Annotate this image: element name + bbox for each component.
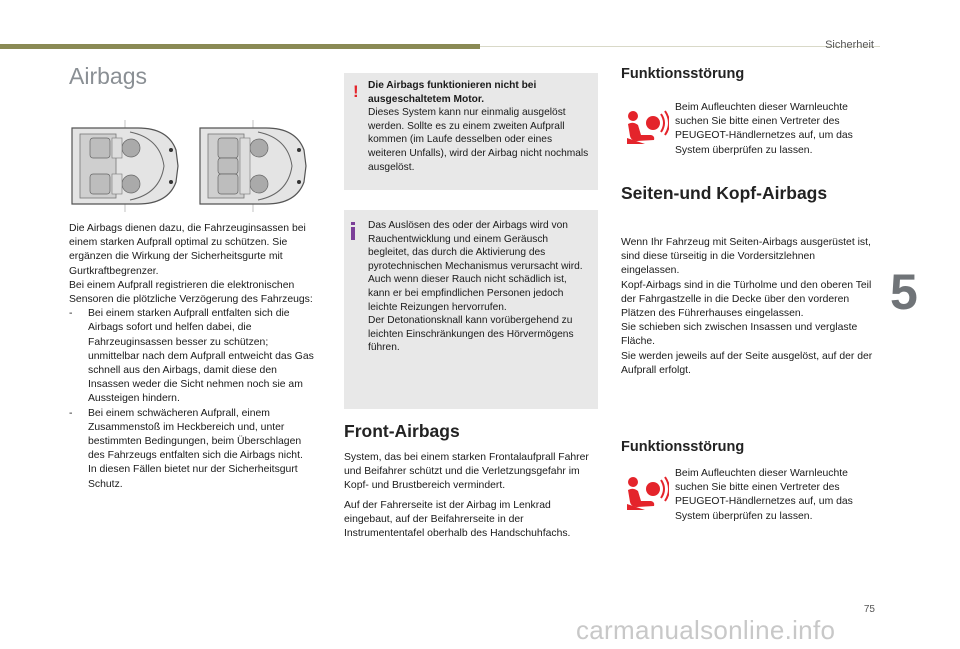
paragraph: Auf der Fahrerseite ist der Airbag im Lenkrad eingebaut, auf der Beifahrerseite in der Instrumententafel oberhalb des Handschuhfachs. — [344, 499, 571, 540]
header-rule — [480, 46, 880, 47]
warning-text: Dieses System kann nur einmalig ausgelöst werden. Sollte es zu einem zweiten Aufprall kommen (im Laufe desselben oder eines weiteren Unfalls), wird der Airbag nicht nochmals ausgelöst. — [368, 107, 589, 173]
paragraph: Bei einem Aufprall registrieren die elektronischen Sensoren die plötzliche Verzögerung des Fahrzeugs: — [69, 279, 313, 306]
malfunction-text: Beim Aufleuchten dieser Warnleuchte suchen Sie bitte einen Vertreter des PEUGEOT-Händlernetzes auf, um das System überprüfen zu lassen. — [675, 102, 853, 156]
section-title: Sicherheit — [825, 39, 874, 51]
warning-exclamation-icon: ! — [353, 82, 359, 101]
watermark: carmanualsonline.info — [576, 615, 836, 645]
bullet-marker: - — [69, 308, 73, 320]
side-head-airbags-heading: Seiten-und Kopf-Airbags — [621, 183, 828, 203]
warning-box-content — [368, 79, 590, 174]
bullet-list — [69, 307, 314, 492]
info-paragraph: Das Auslösen des oder der Airbags wird von Rauchentwicklung und einem Geräusch begleitet, das durch die Aktivierung des pyrotechnischen Mechanismus verursacht wird. — [368, 220, 583, 272]
malfunction-heading: Funktionsstörung — [621, 439, 745, 455]
header-accent-bar — [0, 44, 480, 49]
list-item-text: Bei einem starken Aufprall entfalten sich die Airbags sofort und helfen dabei, die Fahrzeuginsassen besser zu schützen; unmittelbar nach dem Aufprall entweicht das Gas schnell aus den Airbags, damit diese den Insassen weder die Sicht nehmen noch sie am Aussteigen hindern. — [88, 308, 314, 405]
car-top-view-illustration — [196, 120, 310, 212]
info-paragraph: Der Detonationsknall kann vorübergehend zu leichten Einschränkungen des Hörvermögens führen. — [368, 315, 574, 354]
bullet-marker: - — [69, 407, 73, 419]
intro-text — [69, 222, 314, 492]
front-airbags-heading: Front-Airbags — [344, 421, 460, 441]
airbag-warning-light-icon — [623, 108, 669, 148]
paragraph: Kopf-Airbags sind in die Türholme und den oberen Teil der Fahrgastzelle in die Decke über den vorderen Plätzen des Führerhauses eingelassen. — [621, 279, 872, 320]
paragraph: Sie schieben sich zwischen Insassen und verglaste Fläche. — [621, 322, 858, 348]
malfunction-text: Beim Aufleuchten dieser Warnleuchte suchen Sie bitte einen Vertreter des PEUGEOT-Händlernetzes auf, um das System überprüfen zu lassen. — [675, 468, 853, 522]
paragraph: System, das bei einem starken Frontalaufprall Fahrer und Beifahrer schützt und die Verletzungsgefahr im Kopf- und Brustbereich vermindert. — [344, 452, 589, 492]
malfunction-heading: Funktionsstörung — [621, 66, 745, 82]
warning-title: Die Airbags funktionieren nicht bei ausgeschaltetem Motor. — [368, 80, 537, 105]
airbag-warning-light-icon — [623, 474, 669, 514]
chapter-tab: 5 — [890, 264, 918, 320]
info-paragraph: Auch wenn dieser Rauch nicht schädlich ist, kann er bei empfindlichen Personen jedoch leichte Reizungen hervorrufen. — [368, 274, 567, 313]
paragraph: Wenn Ihr Fahrzeug mit Seiten-Airbags ausgerüstet ist, sind diese türseitig in die Vordersitzlehnen eingelassen. — [621, 237, 871, 277]
side-head-airbags-text — [621, 236, 876, 378]
paragraph: Die Airbags dienen dazu, die Fahrzeuginsassen bei einem starken Aufprall optimal zu schützen. Sie ergänzen die Wirkung der Sicherheitsgurte mit Gurtkraftbegrenzer. — [69, 223, 306, 277]
paragraph: Sie werden jeweils auf der Seite ausgelöst, auf der der Aufprall erfolgt. — [621, 350, 873, 376]
list-item — [69, 407, 314, 492]
list-item — [69, 307, 314, 406]
info-icon — [350, 222, 354, 238]
car-top-view-illustration — [68, 120, 182, 212]
front-airbags-text — [344, 451, 600, 541]
page-number: 75 — [863, 604, 875, 615]
info-box-content — [368, 219, 590, 355]
page-title: Airbags — [69, 63, 147, 89]
list-item-text: Bei einem schwächeren Aufprall, einem Zusammenstoß im Heckbereich und, unter bestimmten Bedingungen, beim Überschlagen des Fahrzeugs entfalten sich die Airbags nicht. In diesen Fällen bietet nur der Sicherheitsgurt Schutz. — [88, 407, 303, 490]
